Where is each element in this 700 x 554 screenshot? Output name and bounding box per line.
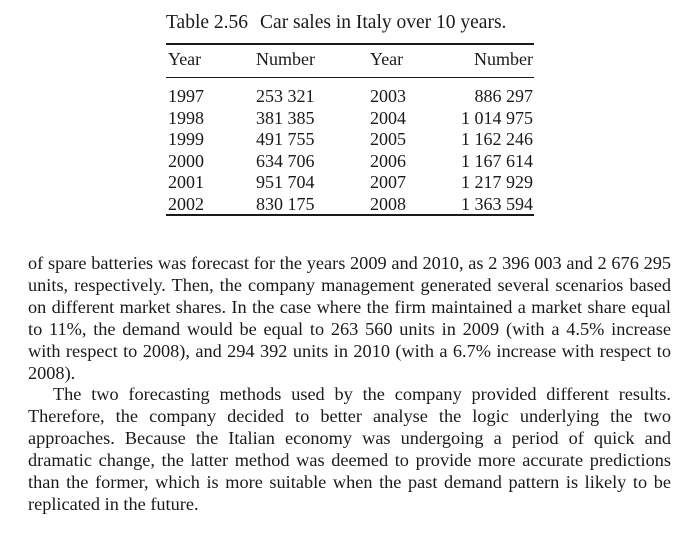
table-cell-number: 1 014 975 <box>461 107 533 128</box>
paragraph: of spare batteries was forecast for the years 2009 and 2010, as 2 396 003 and 2 676 295 units, respectively. Then, the company management generated several scenarios based on different market shares. In the case where the firm maintained a market share equal to 11%, the demand would be equal to 263 560 units in 2009 (with a 4.5% increase with respect to 2008), and 294 392 units in 2010 (with a 6.7% increase with respect to 2008). <box>28 253 671 383</box>
table-cell-year: 2008 <box>370 194 406 214</box>
table-caption <box>166 12 506 34</box>
table-cell-year: 2007 <box>370 172 406 193</box>
table-header-rule <box>166 77 534 78</box>
table-cell-number: 951 704 <box>256 172 315 193</box>
header-number-1: Number <box>256 49 315 69</box>
table-top-rule <box>166 43 534 45</box>
table-cell-number: 830 175 <box>256 194 315 214</box>
table-cell-number: 1 162 246 <box>461 129 533 150</box>
table-cell-year: 1999 <box>168 129 204 150</box>
table-cell-number: 381 385 <box>256 107 315 128</box>
table-cell-year: 1998 <box>168 107 204 128</box>
table-cell-year: 2000 <box>168 150 204 171</box>
table-title: Car sales in Italy over 10 years. <box>260 12 507 33</box>
table-cell-year: 2006 <box>370 150 406 171</box>
table-cell-year: 2005 <box>370 129 406 150</box>
header-year-2: Year <box>370 49 404 69</box>
paragraph: The two forecasting methods used by the company provided different results. Therefore, the company decided to better analyse the logic underlying the two approaches. Because the Italian economy was undergoing a period of quick and dramatic change, the latter method was deemed to provide more accurate predictions than the former, which is more suitable when the past demand pattern is likely to be replicated in the future. <box>28 384 671 514</box>
table-cell-year: 2004 <box>370 107 406 128</box>
table-cell-year: 1997 <box>168 86 204 106</box>
table-cell-year: 2003 <box>370 86 406 106</box>
table-cell-year: 2002 <box>168 194 204 214</box>
table-cell-number: 1 363 594 <box>461 194 533 214</box>
table-cell-number: 491 755 <box>256 129 315 150</box>
header-number-2: Number <box>474 49 533 69</box>
table-bottom-rule <box>166 214 534 216</box>
header-year-1: Year <box>168 49 202 69</box>
table-cell-number: 1 217 929 <box>461 172 533 193</box>
table-cell-number: 634 706 <box>256 150 315 171</box>
body-text <box>28 253 671 516</box>
table-cell-number: 253 321 <box>256 86 315 106</box>
table-cell-number: 1 167 614 <box>461 150 533 171</box>
table-cell-year: 2001 <box>168 172 204 193</box>
table-number: Table 2.56 <box>166 12 249 33</box>
table-cell-number: 886 297 <box>474 86 533 106</box>
